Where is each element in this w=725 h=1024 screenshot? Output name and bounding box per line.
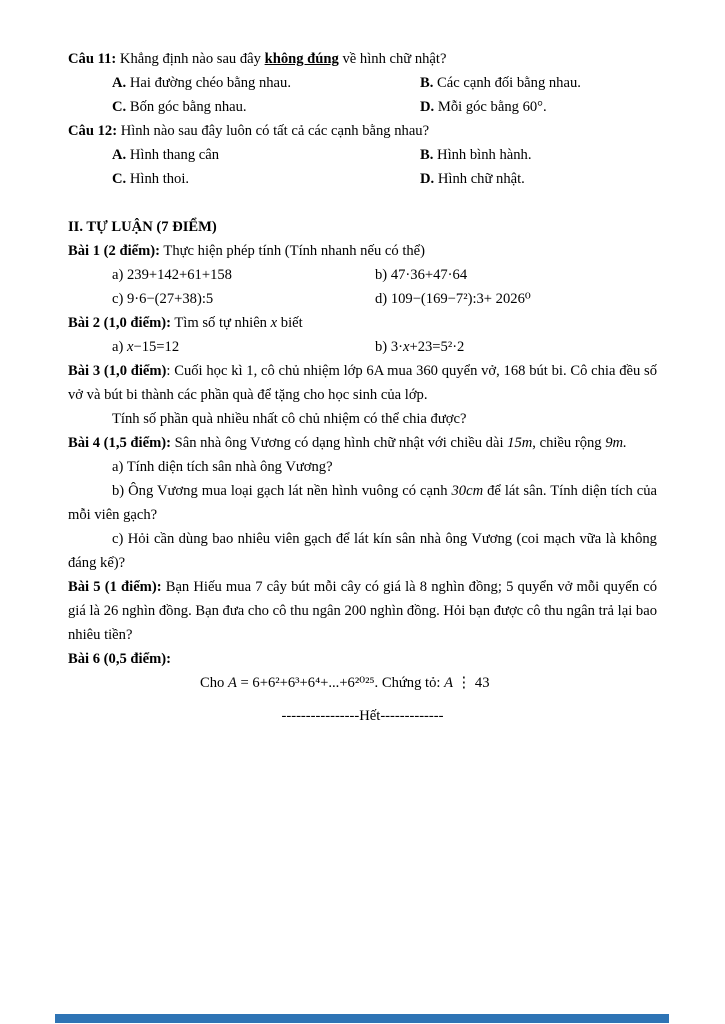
option-11d-period: . — [543, 99, 547, 115]
option-11b — [420, 71, 581, 95]
option-11b-text: Các cạnh đối bằng nhau. — [433, 75, 581, 91]
problem-1-row-2 — [68, 287, 657, 311]
problem-4-text-mid: , chiều rộng — [532, 435, 606, 451]
problem-4c-label: c) — [112, 531, 128, 547]
problem-4c-text: Hỏi cần dùng bao nhiêu viên gạch để lát kín sân nhà ông Vương (coi mạch vữa là không đáng kể)? — [68, 531, 657, 571]
problem-4b-text: Ông Vương mua loại gạch lát nền hình vuông có cạnh — [128, 483, 452, 499]
option-11c-text: Bốn góc bằng nhau. — [126, 99, 247, 115]
problem-1c — [112, 287, 375, 311]
problem-4-length-value: 15m — [507, 435, 533, 451]
end-marker: ----------------Hết------------- — [281, 708, 444, 724]
section-2-heading: II. TỰ LUẬN (7 ĐIỂM) — [68, 219, 217, 235]
problem-5-label: Bài 5 (1 điểm): — [68, 579, 162, 595]
problem-2 — [68, 311, 657, 335]
option-11d-math: 60° — [522, 99, 544, 115]
question-11-text: Khẳng định nào sau đây — [116, 51, 265, 67]
problem-2-variable: x — [270, 315, 278, 331]
problem-1 — [68, 239, 657, 263]
problem-1-label: Bài 1 (2 điểm): — [68, 243, 161, 259]
problem-2a-label: a) — [112, 339, 127, 355]
problem-4a-text: Tính diện tích sân nhà ông Vương? — [126, 459, 333, 475]
option-12a-text: Hình thang cân — [126, 147, 220, 163]
problem-6-label: Bài 6 (0,5 điểm): — [68, 651, 171, 667]
option-11d-label: D. — [420, 99, 435, 115]
option-11d — [420, 95, 547, 119]
problem-4b — [68, 479, 657, 527]
question-12-options-row-1 — [68, 143, 657, 167]
problem-2-label: Bài 2 (1,0 điểm): — [68, 315, 171, 331]
question-11-options-row-2 — [68, 95, 657, 119]
problem-4-text: Sân nhà ông Vương có dạng hình chữ nhật với chiều dài — [170, 435, 508, 451]
problem-4 — [68, 431, 657, 455]
problem-4-width-value: 9m. — [605, 435, 627, 451]
problem-1c-label: c) — [112, 291, 127, 307]
problem-4-label: Bài 4 (1,5 điểm): — [68, 435, 171, 451]
problem-6-expression: = 6+6²+6³+6⁴+...+6²⁰²⁵ — [236, 675, 375, 691]
option-11a-label: A. — [112, 75, 127, 91]
problem-1b-expression: 47·36+47·64 — [390, 267, 468, 283]
problem-2-text-end: biết — [277, 315, 303, 331]
problem-1d-expression: 109−(169−7²):3+ 2026⁰ — [390, 291, 531, 307]
option-11c — [112, 95, 420, 119]
question-11-number: Câu 11: — [68, 51, 117, 67]
problem-4c — [68, 527, 657, 575]
blank-line — [68, 191, 657, 215]
question-12-options-row-2 — [68, 167, 657, 191]
problem-6 — [68, 647, 657, 671]
option-12d — [420, 167, 525, 191]
problem-5 — [68, 575, 657, 647]
problem-1d-label: d) — [375, 291, 391, 307]
problem-3-text: : Cuối học kì 1, cô chủ nhiệm lớp 6A mua 360 quyển vở, 168 bút bi. Cô chia đều số vở và bút bi thành các phần quà để tặng cho học sinh của lớp. — [68, 363, 657, 403]
problem-2b-expression-start: 3· — [390, 339, 403, 355]
option-11a — [112, 71, 420, 95]
option-11d-text: Mỗi góc bằng — [434, 99, 523, 115]
question-11 — [68, 47, 657, 71]
problem-6-divisibility: ⋮ 43 — [453, 675, 490, 691]
option-12b-text: Hình bình hành. — [433, 147, 532, 163]
question-12 — [68, 119, 657, 143]
problem-6-mid: . Chứng tỏ: — [374, 675, 445, 691]
problem-4a — [68, 455, 657, 479]
option-12d-label: D. — [420, 171, 435, 187]
option-12c — [112, 167, 420, 191]
option-12c-text: Hình thoi. — [126, 171, 190, 187]
problem-2-text: Tìm số tự nhiên — [170, 315, 271, 331]
option-12c-label: C. — [112, 171, 127, 187]
question-11-text-end: về hình chữ nhật? — [338, 51, 447, 67]
option-11c-label: C. — [112, 99, 127, 115]
problem-3-question: Tính số phần quà nhiều nhất cô chủ nhiệm có thể chia được? — [112, 411, 467, 427]
problem-4a-label: a) — [112, 459, 127, 475]
problem-1a-label: a) — [112, 267, 127, 283]
problem-2b-label: b) — [375, 339, 391, 355]
problem-1b — [375, 263, 467, 287]
problem-1b-label: b) — [375, 267, 391, 283]
problem-4b-side-value: 30cm — [451, 483, 484, 499]
option-12a — [112, 143, 420, 167]
problem-4b-text-end: để lát sân. Tính diện tích của mỗi viên gạch? — [68, 483, 657, 523]
problem-6-cho: Cho — [200, 675, 228, 691]
problem-2a-expression: −15=12 — [133, 339, 180, 355]
problem-2a — [112, 335, 375, 359]
option-11a-text: Hai đường chéo bằng nhau. — [126, 75, 291, 91]
question-11-options-row-1 — [68, 71, 657, 95]
footer-accent-bar — [55, 1014, 669, 1023]
problem-6-statement — [68, 671, 657, 695]
question-12-text: Hình nào sau đây luôn có tất cả các cạnh bằng nhau? — [117, 123, 430, 139]
question-12-number: Câu 12: — [68, 123, 118, 139]
problem-2b — [375, 335, 464, 359]
problem-1-row-1 — [68, 263, 657, 287]
problem-1-text: Thực hiện phép tính (Tính nhanh nếu có thể) — [160, 243, 426, 259]
option-12b — [420, 143, 532, 167]
problem-5-text: Bạn Hiếu mua 7 cây bút mỗi cây có giá là 8 nghìn đồng; 5 quyển vở mỗi quyển có giá là 26 nghìn đồng. Bạn đưa cho cô thu ngân 200 nghìn đồng. Hỏi bạn được cô thu ngân trả lại bao nhiêu tiền? — [68, 579, 657, 643]
problem-1a-expression: 239+142+61+158 — [127, 267, 232, 283]
question-11-emphasis: không đúng — [264, 51, 339, 67]
problem-1d — [375, 287, 531, 311]
option-12a-label: A. — [112, 147, 127, 163]
problem-1c-expression: 9·6−(27+38):5 — [127, 291, 214, 307]
option-11b-label: B. — [420, 75, 434, 91]
problem-1a — [112, 263, 375, 287]
problem-3-label: Bài 3 (1,0 điểm) — [68, 363, 167, 379]
problem-2a-variable: x — [127, 339, 134, 355]
problem-6-variable-a: A — [227, 675, 237, 691]
option-12b-label: B. — [420, 147, 434, 163]
problem-3 — [68, 359, 657, 407]
problem-2-row-1 — [68, 335, 657, 359]
problem-2b-variable: x — [402, 339, 410, 355]
problem-4b-label: b) — [112, 483, 129, 499]
option-12d-text: Hình chữ nhật. — [434, 171, 525, 187]
problem-2b-expression-end: +23=5²·2 — [409, 339, 465, 355]
problem-6-variable-a2: A — [444, 675, 454, 691]
